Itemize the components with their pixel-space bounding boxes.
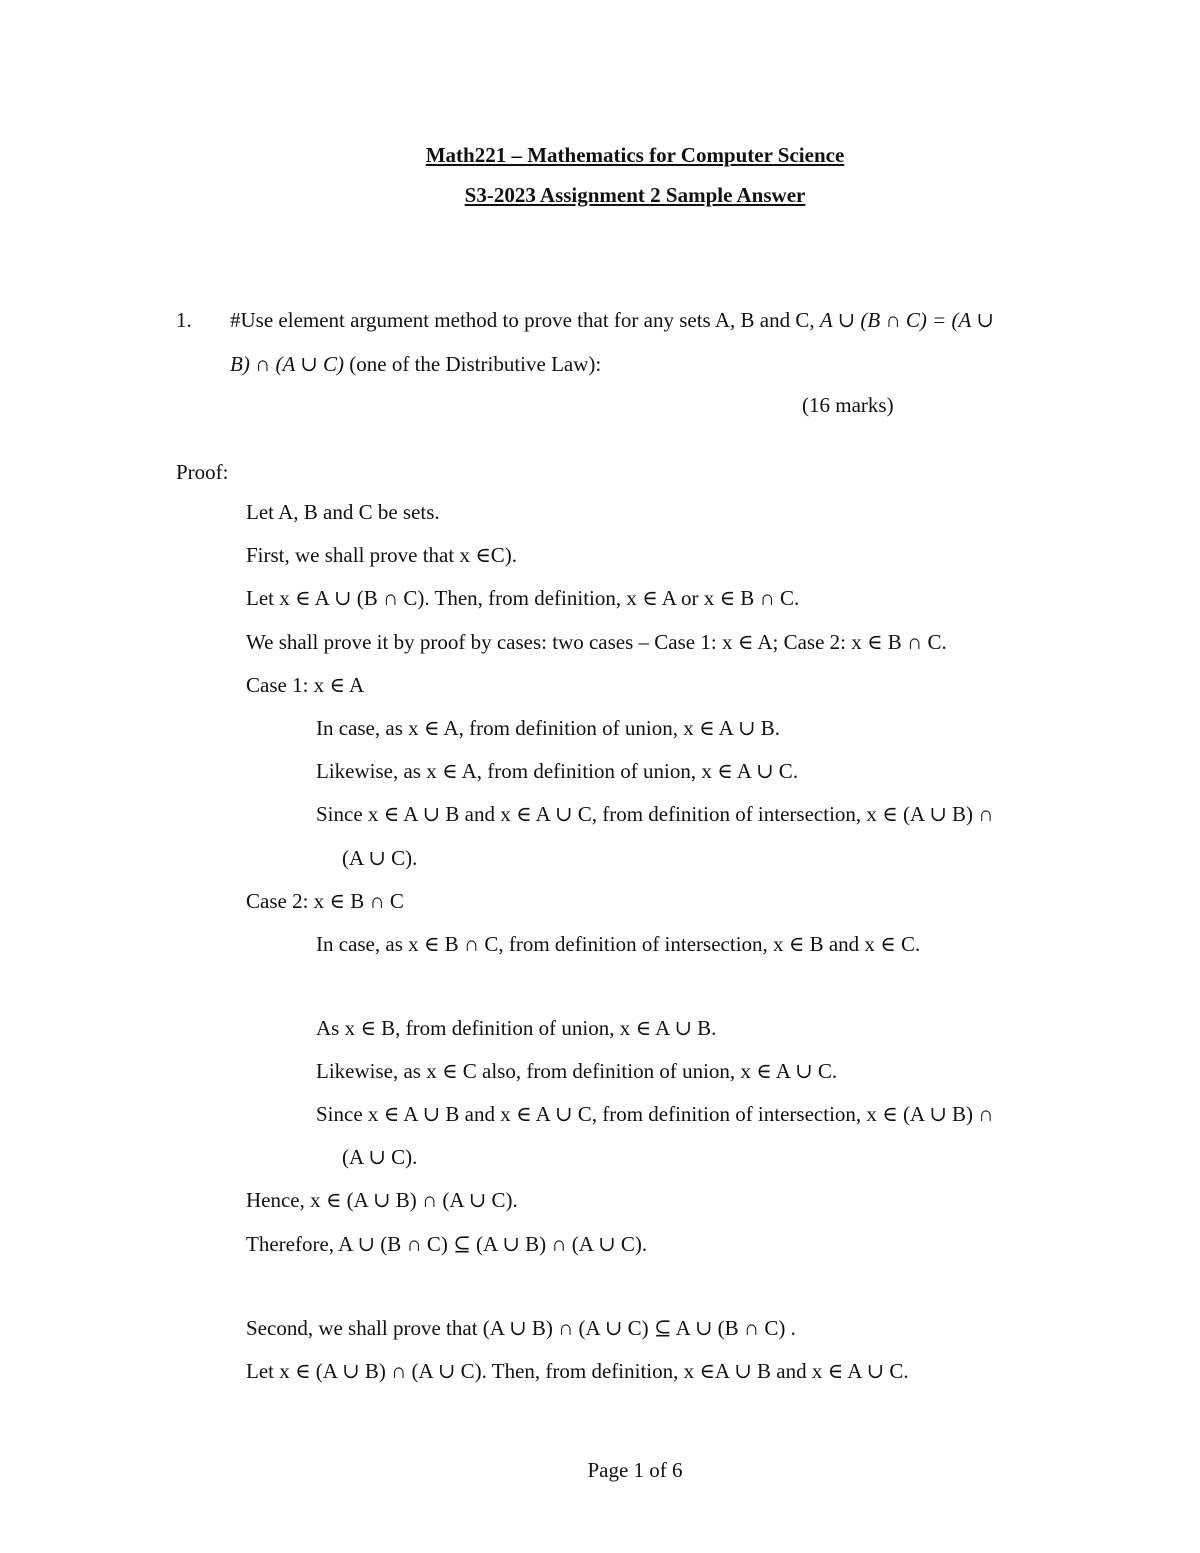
proof-line: Likewise, as x ∈ A, from definition of union, x ∈ A ∪ C. bbox=[316, 759, 799, 783]
question-formula-part2: B) ∩ (A ∪ C) bbox=[230, 352, 345, 376]
question-text: #Use element argument method to prove that for any sets A, B and C, bbox=[230, 308, 820, 332]
proof-line: Let A, B and C be sets. bbox=[246, 500, 440, 524]
proof-line: First, we shall prove that x ∈C). bbox=[246, 543, 518, 567]
proof-line: We shall prove it by proof by cases: two cases – Case 1: x ∈ A; Case 2: x ∈ B ∩ C. bbox=[246, 630, 947, 654]
proof-line: Hence, x ∈ (A ∪ B) ∩ (A ∪ C). bbox=[246, 1188, 518, 1212]
proof-line-continuation: (A ∪ C). bbox=[342, 846, 418, 870]
proof-label: Proof: bbox=[176, 460, 229, 484]
proof-line: Likewise, as x ∈ C also, from definition of union, x ∈ A ∪ C. bbox=[316, 1059, 838, 1083]
proof-line: Since x ∈ A ∪ B and x ∈ A ∪ C, from definition of intersection, x ∈ (A ∪ B) ∩ bbox=[316, 1102, 994, 1126]
proof-line: Since x ∈ A ∪ B and x ∈ A ∪ C, from definition of intersection, x ∈ (A ∪ B) ∩ bbox=[316, 802, 994, 826]
question-line-2 bbox=[230, 352, 601, 377]
document-subtitle: S3-2023 Assignment 2 Sample Answer bbox=[464, 183, 806, 207]
question-text-end: (one of the Distributive Law): bbox=[344, 352, 602, 376]
proof-line-continuation: (A ∪ C). bbox=[342, 1145, 418, 1169]
question-line-1 bbox=[230, 308, 994, 333]
page-number: Page 1 of 6 bbox=[587, 1458, 683, 1482]
proof-line: As x ∈ B, from definition of union, x ∈ A ∪ B. bbox=[316, 1016, 717, 1040]
proof-line: Second, we shall prove that (A ∪ B) ∩ (A ∪ C) ⊆ A ∪ (B ∩ C) . bbox=[246, 1316, 796, 1340]
question-formula-part1: A ∪ (B ∩ C) = (A ∪ bbox=[819, 308, 994, 332]
case-heading: Case 1: x ∈ A bbox=[246, 673, 365, 697]
proof-line: Therefore, A ∪ (B ∩ C) ⊆ (A ∪ B) ∩ (A ∪ C). bbox=[246, 1232, 648, 1256]
question-number: 1. bbox=[176, 308, 192, 332]
question-marks: (16 marks) bbox=[802, 393, 894, 417]
case-heading: Case 2: x ∈ B ∩ C bbox=[246, 889, 404, 913]
document-title: Math221 – Mathematics for Computer Science bbox=[425, 143, 845, 167]
proof-line: In case, as x ∈ A, from definition of union, x ∈ A ∪ B. bbox=[316, 716, 780, 740]
proof-line: In case, as x ∈ B ∩ C, from definition of intersection, x ∈ B and x ∈ C. bbox=[316, 932, 921, 956]
proof-line: Let x ∈ (A ∪ B) ∩ (A ∪ C). Then, from definition, x ∈A ∪ B and x ∈ A ∪ C. bbox=[246, 1359, 909, 1383]
proof-line: Let x ∈ A ∪ (B ∩ C). Then, from definition, x ∈ A or x ∈ B ∩ C. bbox=[246, 586, 800, 610]
